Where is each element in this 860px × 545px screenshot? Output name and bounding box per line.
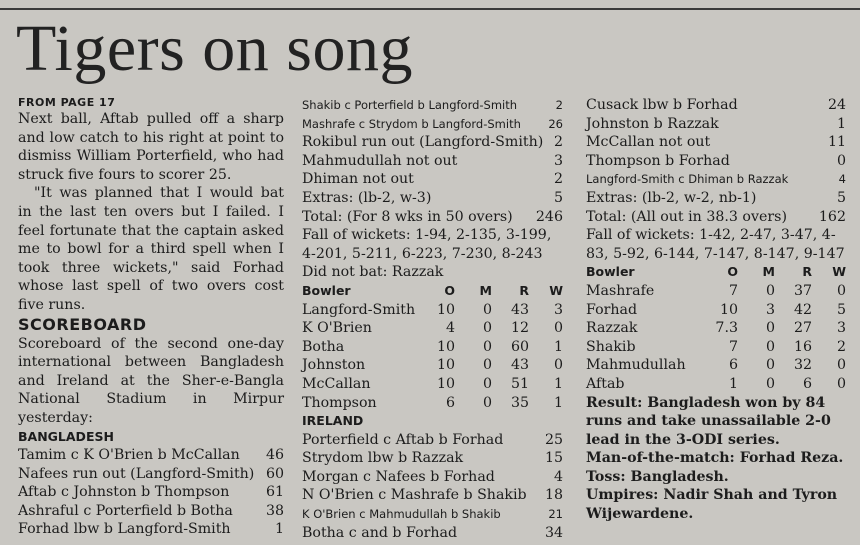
batting-row: K O'Brien c Mahmudullah b Shakib 21 <box>302 507 563 522</box>
kicker: FROM PAGE 17 <box>18 96 116 109</box>
batting-row: Johnston b Razzak 1 <box>586 115 846 132</box>
bowling-row: Shakib 7 0 16 2 <box>586 338 846 355</box>
batting-row: Cusack lbw b Forhad 24 <box>586 97 846 113</box>
batting-row: Botha c and b Forhad 34 <box>302 524 563 541</box>
batting-row: Strydom lbw b Razzak 15 <box>302 450 563 467</box>
bowling-row: Razzak 7.3 0 27 3 <box>586 320 846 337</box>
bowling-header: Bowler O M R W <box>586 264 846 280</box>
column-1 <box>18 96 284 539</box>
total-row: Total: (For 8 wks in 50 overs) 246 <box>302 208 563 225</box>
column-2 <box>302 96 563 542</box>
batting-row: Aftab c Johnston b Thompson 61 <box>18 484 284 501</box>
batting-row: Dhiman not out 2 <box>302 171 563 188</box>
team-heading-bangladesh: BANGLADESH <box>18 428 114 444</box>
bowling-row: Johnston 10 0 43 0 <box>302 357 563 374</box>
bowling-row: Thompson 6 0 35 1 <box>302 394 563 411</box>
scoreboard-heading: SCOREBOARD <box>18 314 147 334</box>
batting-row: Rokibul run out (Langford-Smith) 2 <box>302 134 563 151</box>
bowling-row: McCallan 10 0 51 1 <box>302 375 563 392</box>
batting-row: Langford-Smith c Dhiman b Razzak 4 <box>586 172 846 187</box>
batting-row: Forhad lbw b Langford-Smith 1 <box>18 521 284 538</box>
column-3 <box>586 96 846 524</box>
batting-row: Nafees run out (Langford-Smith) 60 <box>18 465 284 482</box>
fall-of-wickets: Fall of wickets: 1-42, 2-47, 3-47, 4-83, 5-92, 6-144, 7-147, 8-147, 9-147 <box>586 227 845 262</box>
batting-row: Tamim c K O'Brien b McCallan 46 <box>18 447 284 464</box>
top-rule <box>0 8 860 10</box>
batting-row: Porterfield c Aftab b Forhad 25 <box>302 431 563 448</box>
toss: Toss: Bangladesh. <box>586 468 729 485</box>
extras-row: Extras: (lb-2, w-3) 5 <box>302 189 563 206</box>
bowling-row: Forhad 10 3 42 5 <box>586 301 846 318</box>
bowling-header: Bowler O M R W <box>302 282 563 298</box>
bowling-row: K O'Brien 4 0 12 0 <box>302 320 563 337</box>
man-of-the-match: Man-of-the-match: Forhad Reza. <box>586 450 844 467</box>
umpires: Umpires: Nadir Shah and Tyron Wijewardene. <box>586 487 838 523</box>
total-row: Total: (All out in 38.3 overs) 162 <box>586 208 846 225</box>
batting-row: McCallan not out 11 <box>586 134 846 151</box>
batting-row: Mahmudullah not out 3 <box>302 152 563 169</box>
batting-row: Thompson b Forhad 0 <box>586 152 846 169</box>
did-not-bat: Did not bat: Razzak <box>302 264 444 281</box>
match-result: Result: Bangladesh won by 84 runs and take unassailable 2-0 lead in the 3-ODI series. <box>586 394 831 448</box>
batting-row: Ashraful c Porterfield b Botha 38 <box>18 502 284 519</box>
scoreboard-intro: Scoreboard of the second one-day international between Bangladesh and Ireland at the Sher-e-Bangla National Stadium in Mirpur yesterday: <box>18 335 284 426</box>
batting-row: Shakib c Porterfield b Langford-Smith 2 <box>302 98 563 112</box>
story-paragraph-1: Next ball, Aftab pulled off a sharp and low catch to his right at point to dismiss William Porterfield, who had struck five fours to scorer 25. <box>18 111 284 183</box>
fall-of-wickets: Fall of wickets: 1-94, 2-135, 3-199, 4-201, 5-211, 6-223, 7-230, 8-243 <box>302 227 552 262</box>
team-heading-ireland: IRELAND <box>302 413 364 429</box>
batting-row: Morgan c Nafees b Forhad 4 <box>302 468 563 485</box>
extras-row: Extras: (lb-2, w-2, nb-1) 5 <box>586 189 846 206</box>
bowling-row: Langford-Smith 10 0 43 3 <box>302 301 563 318</box>
bowling-row: Aftab 1 0 6 0 <box>586 375 846 392</box>
batting-row: N O'Brien c Mashrafe b Shakib 18 <box>302 487 563 504</box>
batting-row: Mashrafe c Strydom b Langford-Smith 26 <box>302 116 563 131</box>
headline: Tigers on song <box>16 12 413 85</box>
bowling-row: Botha 10 0 60 1 <box>302 338 563 355</box>
story-paragraph-2: "It was planned that I would bat in the last ten overs but I failed. I feel fortunate that the captain asked me to bowl for a third spell when I took three wickets," said Forhad whose last spell of two overs cost five runs. <box>18 185 284 313</box>
bowling-row: Mahmudullah 6 0 32 0 <box>586 357 846 374</box>
bowling-row: Mashrafe 7 0 37 0 <box>586 282 846 299</box>
